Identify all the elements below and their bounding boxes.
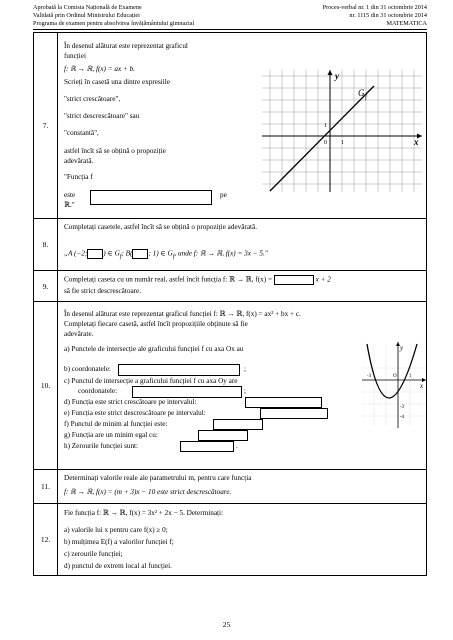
exercise-number: 12. (34, 504, 58, 576)
text-line: Completați fiecare casetă, astfel încît propozițiile obținute să fie (64, 320, 248, 328)
text-line: adevărată. (64, 157, 94, 165)
text-line: pe (220, 191, 227, 199)
header-divider (33, 29, 427, 30)
text-line: c) Punctul de intersecție a graficului funcției f cu axa Oy are (64, 377, 238, 385)
text-line: adevărate. (64, 330, 94, 338)
text-line: Completați casetele, astfel încît să se obțină o propoziție adevărată. (64, 223, 257, 231)
exercise-content (58, 504, 427, 576)
text-line: "strict descrescătoare" sau (64, 112, 140, 120)
subscript: f (119, 254, 122, 261)
exercise-row-7 (34, 33, 427, 219)
text-line: d) Funcția este strict crescătoare pe intervalul: (64, 398, 197, 406)
graph-grid (262, 70, 422, 192)
answer-box[interactable] (213, 419, 263, 430)
parabola-curve (367, 344, 417, 398)
text-line: coordonatele: (78, 387, 118, 395)
exercise-number: 9. (34, 271, 58, 302)
statement-line (64, 249, 268, 263)
answer-box[interactable] (274, 275, 314, 285)
text-line: h) Zerourile funcției sunt: (64, 442, 139, 450)
function-line (270, 86, 374, 191)
answer-box[interactable] (87, 249, 103, 259)
parabola-graph (360, 340, 428, 430)
page-number: 25 (222, 620, 231, 629)
exercise-content (58, 219, 427, 271)
text-line: g) Funcția are un minim egal cu: (64, 431, 158, 439)
exercise-number: 11. (34, 470, 58, 504)
text-line: Determinați valorile reale ale parametrului m, pentru care funcția (64, 474, 252, 482)
header-subject: MATEMATICA (386, 20, 427, 27)
tick-label-x: 1 (409, 374, 412, 379)
tick-label-y: -3 (400, 405, 405, 410)
function-definition: f: ℝ → ℝ, f(x) = ax + b. (64, 65, 135, 73)
subscript: f (172, 254, 175, 261)
text-line: a) Punctele de intersecție ale graficului funcției f cu axa Ox au (64, 345, 244, 353)
header-order-number: nr. 1115 din 31 octombrie 2014 (349, 12, 427, 19)
text-segment: ; B( (121, 249, 133, 258)
tick-label-y: 1 (324, 123, 327, 129)
text-segment: Completați caseta cu un număr real, astfel încît funcția f: ℝ → ℝ, f(x) = (64, 275, 272, 284)
text-line: ℝ." (64, 201, 75, 209)
exercise-row-10 (34, 302, 427, 470)
text-segment: , unde f: ℝ → ℝ, f(x) = 3x − 5." (174, 249, 268, 258)
exercise-content (58, 302, 427, 470)
answer-box[interactable] (198, 430, 248, 441)
answer-box[interactable] (118, 364, 240, 376)
text-line: să fie strict descrescătoare. (64, 287, 142, 295)
text-line: "constantă", (64, 129, 99, 137)
origin-label: O (393, 374, 397, 379)
linear-graph (258, 66, 426, 196)
text-segment: x + 2 (315, 275, 331, 284)
text-segment: ; 1) ∈ G (148, 249, 173, 258)
y-axis-arrow (328, 70, 333, 75)
text-line: b) coordonatele: (64, 365, 111, 373)
exercise-number: 8. (34, 219, 58, 271)
header-approval: Aprobată la Comisia Națională de Examene (33, 4, 142, 11)
list-item: b) mulțimea E(f) a valorilor funcției f; (64, 538, 174, 546)
list-item: a) valorile lui x pentru care f(x) ≥ 0; (64, 526, 168, 534)
text-line: f) Punctul de minim al funcției este: (64, 420, 168, 428)
list-item: c) zerourile funcției; (64, 550, 123, 558)
text-line: . (236, 442, 238, 450)
text-line: este (64, 191, 76, 199)
x-axis-label: x (420, 382, 424, 390)
text-line: ; (244, 365, 246, 373)
exercise-row-11 (34, 470, 427, 504)
exercise-row-12 (34, 504, 427, 576)
exercise-content (58, 470, 427, 504)
graph-grid (362, 344, 426, 426)
text-segment: ) ∈ G (103, 249, 120, 258)
answer-box[interactable] (245, 397, 322, 408)
text-line: e) Funcția este strict descrescătoare pe intervalul: (64, 409, 206, 417)
exercise-number: 7. (34, 33, 58, 219)
text-segment: „A (−2; (64, 249, 88, 258)
graph-label-subscript: f (365, 95, 367, 101)
tick-label-x: -3 (367, 374, 372, 379)
text-line: f: ℝ → ℝ, f(x) = (m + 3)x − 10 este strict descrescătoare. (64, 488, 232, 496)
answer-box[interactable] (90, 190, 212, 205)
text-line: astfel încît să se obțină o propoziție (64, 147, 166, 155)
header-validation: Validată prin Ordinul Ministrului Educației (33, 12, 140, 19)
text-line: "strict crescătoare", (64, 95, 121, 103)
text-line: În desenul alăturat este reprezentat graficul (64, 42, 188, 50)
answer-box[interactable] (180, 441, 234, 452)
text-line: funcției (64, 52, 86, 60)
exercise-content (58, 33, 427, 219)
text-line: ; (244, 387, 246, 395)
tick-label-x: 1 (341, 140, 344, 146)
page-header (33, 4, 427, 28)
exercise-row-9 (34, 271, 427, 302)
exercise-row-8 (34, 219, 427, 271)
exercise-table (33, 32, 427, 576)
text-line: Fie funcția f: ℝ → ℝ, f(x) = 3x² + 2x − 5. Determinați: (64, 509, 223, 517)
header-minutes: Proces-verbal nr. 1 din 31 octombrie 2014 (322, 4, 427, 11)
y-axis-label: y (335, 71, 339, 81)
statement-line (64, 275, 331, 285)
graph-label: G (358, 88, 365, 98)
text-line: "Funcția f (64, 173, 93, 181)
list-item: d) punctul de extrem local al funcției. (64, 562, 172, 570)
text-line: În desenul alăturat este reprezentat graficul funcției f: ℝ → ℝ, f(x) = ax² + bx + c. (64, 310, 301, 318)
answer-box[interactable] (132, 386, 242, 398)
answer-box[interactable] (260, 408, 328, 419)
text-line: Scrieți în casetă una dintre expresiile (64, 78, 170, 86)
answer-box[interactable] (132, 249, 148, 259)
exercise-number: 10. (34, 302, 58, 470)
origin-label: 0 (324, 140, 327, 146)
x-axis-label: x (414, 137, 419, 147)
tick-label-y: -4 (400, 415, 405, 420)
y-axis-label: y (400, 344, 404, 352)
header-program: Programa de examen pentru absolvirea învățământului gimnazial (33, 20, 195, 27)
exercise-content (58, 271, 427, 302)
